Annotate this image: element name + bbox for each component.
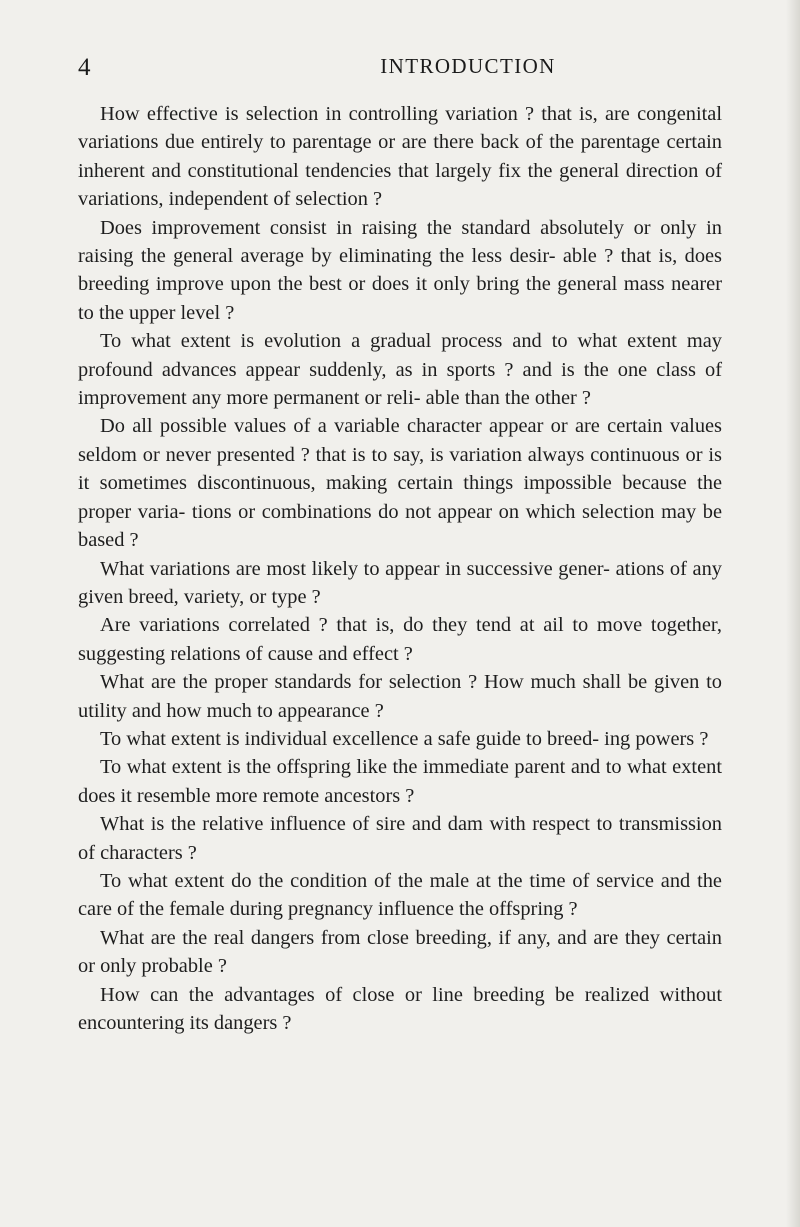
question-paragraph: Does improvement consist in raising the standard absolutely or only in raising the general average by eliminating the less desir- able ? that is, does breeding improve upon the best or does it only bring the general mass nearer to the upper level ?: [78, 216, 722, 324]
question-paragraph: To what extent is individual excellence a safe guide to breed- ing powers ?: [100, 727, 709, 750]
question-paragraph: Are variations correlated ? that is, do they tend at ail to move together, suggesting relations of cause and effect ?: [78, 614, 722, 665]
question-paragraph: To what extent do the condition of the male at the time of service and the care of the female during pregnancy influence the offspring ?: [78, 869, 722, 921]
page-header: [78, 50, 718, 90]
question-paragraph: How effective is selection in controlling variation ? that is, are congenital variations due entirely to parentage or are there back of the parentage certain inherent and constitutional tendencies that largely fix the general direction of variations, independent of selection ?: [78, 103, 722, 211]
question-paragraph: What are the proper standards for selection ? How much shall be given to utility and how much to appearance ?: [78, 671, 722, 722]
question-paragraph: Do all possible values of a variable character appear or are certain values seldom or never presented ? that is to say, is variation always continuous or is it sometimes discontinuous, making certain things impossible because the proper varia- tions or combinations do not appear on which selection may be based ?: [78, 415, 722, 552]
question-paragraph: To what extent is the offspring like the immediate parent and to what extent does it resemble more remote ancestors ?: [78, 756, 722, 807]
question-paragraph: How can the advantages of close or line breeding be realized without encountering its dangers ?: [78, 983, 722, 1034]
page-number: 4: [78, 54, 91, 81]
question-list: [78, 100, 722, 1037]
page-edge-shadow: [786, 0, 800, 1227]
question-paragraph: To what extent is evolution a gradual process and to what extent may profound advances appear suddenly, as in sports ? and is the one class of improvement any more permanent or reli- able than the other ?: [78, 330, 722, 410]
question-paragraph: What is the relative influence of sire and dam with respect to transmission of characters ?: [78, 813, 722, 864]
question-paragraph: What are the real dangers from close breeding, if any, and are they certain or only probable ?: [78, 926, 722, 978]
running-head: INTRODUCTION: [380, 54, 556, 78]
question-paragraph: What variations are most likely to appear in successive gener- ations of any given breed, variety, or type ?: [78, 557, 722, 608]
